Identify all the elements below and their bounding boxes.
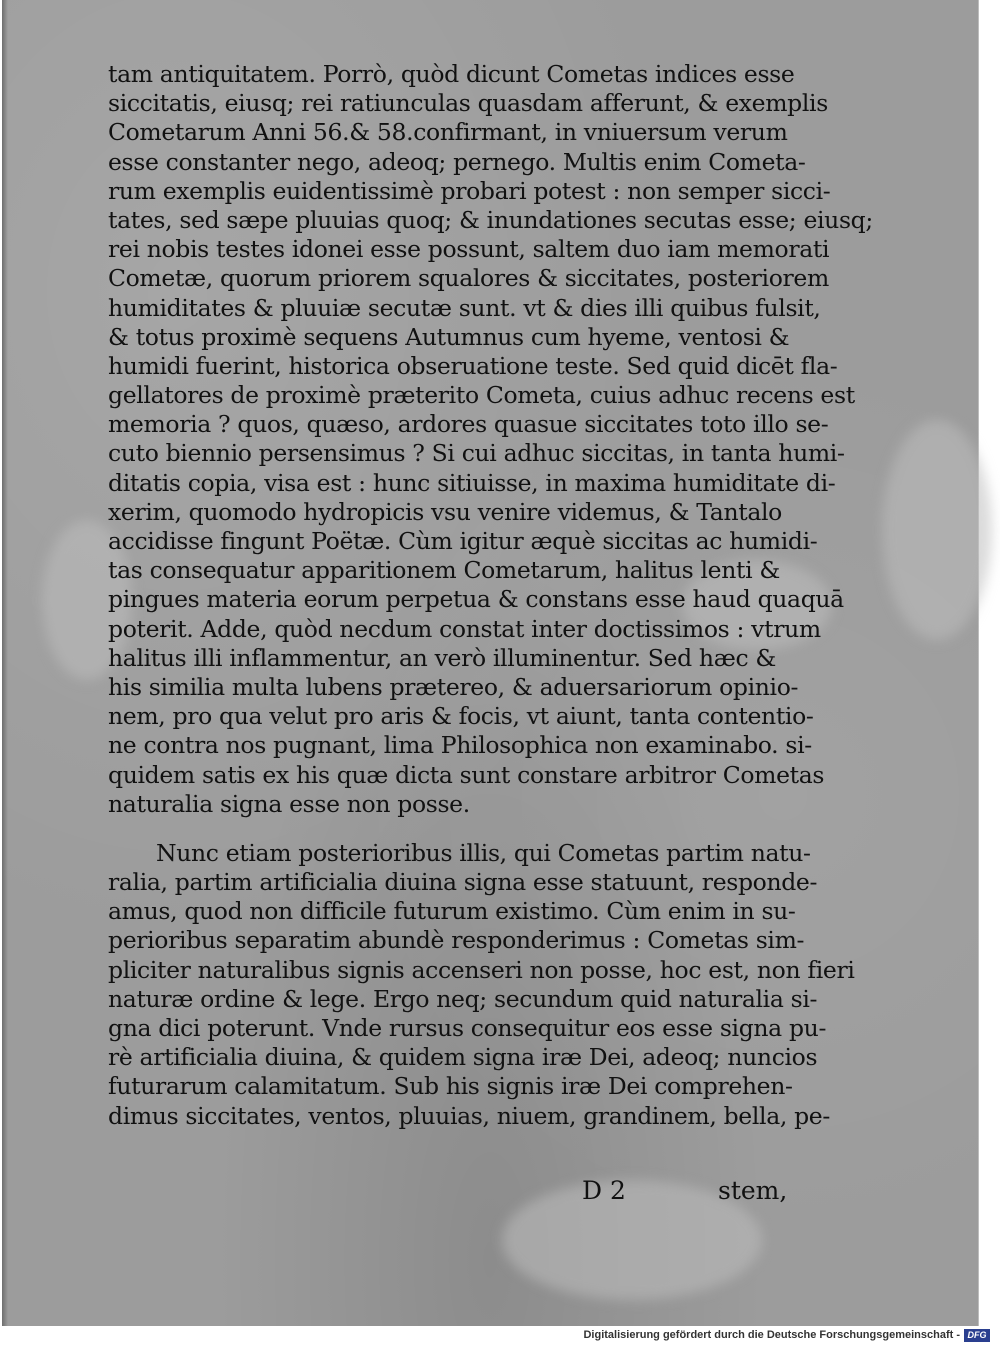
text-line: gellatores de proximè præterito Cometa, cuius adhuc recens est <box>108 381 855 410</box>
digitization-footer <box>0 1326 1000 1346</box>
text-line: futurarum calamitatum. Sub his signis iræ Dei comprehen- <box>108 1072 793 1101</box>
text-line: dimus siccitates, ventos, pluuias, niuem, grandinem, bella, pe- <box>108 1101 830 1130</box>
text-line: poterit. Adde, quòd necdum constat inter doctissimos : vtrum <box>108 614 821 643</box>
text-line: Cometæ, quorum priorem squalores & siccitates, posteriorem <box>108 264 829 293</box>
scanned-page <box>2 0 979 1326</box>
text-line: Cometarum Anni 56.& 58.confirmant, in vniuersum verum <box>108 118 788 147</box>
text-line: ditatis copia, visa est : hunc sitiuisse, in maxima humiditate di- <box>108 468 836 497</box>
text-line: Nunc etiam posterioribus illis, qui Cometas partim natu- <box>156 838 811 867</box>
text-line: pingues materia eorum perpetua & constans esse haud quaquā <box>108 585 844 614</box>
body-text <box>108 60 873 1131</box>
text-line: rum exemplis euidentissimè probari potest : non semper sicci- <box>108 176 831 205</box>
text-line: esse constanter nego, adeoq; pernego. Multis enim Cometa- <box>108 147 806 176</box>
text-line: tam antiquitatem. Porrò, quòd dicunt Cometas indices esse <box>108 60 795 88</box>
dfg-logo-icon: DFG <box>964 1329 990 1342</box>
text-line: humidi fuerint, historica obseruatione teste. Sed quid dicēt fla- <box>108 351 838 380</box>
text-line: naturæ ordine & lege. Ergo neq; secundum quid naturalia si- <box>108 984 818 1013</box>
text-line: xerim, quomodo hydropicis vsu venire videmus, & Tantalo <box>108 497 782 526</box>
paragraph-gap <box>108 819 838 839</box>
catchword: stem, <box>718 1176 788 1205</box>
text-line: siccitatis, eiusq; rei ratiunculas quasdam afferunt, & exemplis <box>108 89 828 118</box>
text-line: nem, pro qua velut pro aris & focis, vt aiunt, tanta contentio- <box>108 702 814 731</box>
water-stain <box>882 420 992 640</box>
text-line: accidisse fingunt Poëtæ. Cùm igitur æquè siccitas ac humidi- <box>108 527 818 555</box>
text-line: pliciter naturalibus signis accenseri non posse, hoc est, non fieri <box>108 955 855 984</box>
text-line: quidem satis ex his quæ dicta sunt constare arbitror Cometas <box>108 760 825 789</box>
text-line: humiditates & pluuiæ secutæ sunt. vt & dies illi quibus fulsit, <box>108 293 821 322</box>
text-line: gna dici poterunt. Vnde rursus consequitur eos esse signa pu- <box>108 1014 827 1042</box>
page-edge-shadow <box>2 0 8 1326</box>
text-line: halitus illi inflammentur, an verò illuminentur. Sed hæc & <box>108 643 776 672</box>
text-line: his similia multa lubens prætereo, & aduersariorum opinio- <box>108 672 799 701</box>
text-line: amus, quod non difficile futurum existimo. Cùm enim in su- <box>108 897 796 926</box>
text-line: perioribus separatim abundè responderimus : Cometas sim- <box>108 926 805 955</box>
text-line: rè artificialia diuina, & quidem signa iræ Dei, adeoq; nuncios <box>108 1043 818 1072</box>
text-line: tates, sed sæpe pluuias quoq; & inundationes secutas esse; eiusq; <box>108 205 873 234</box>
text-line: memoria ? quos, quæso, ardores quasue siccitates toto illo se- <box>108 410 829 439</box>
text-line: tas consequatur apparitionem Cometarum, halitus lenti & <box>108 556 780 585</box>
text-line: cuto biennio persensimus ? Si cui adhuc siccitas, in tanta humi- <box>108 439 845 468</box>
text-line: ne contra nos pugnant, lima Philosophica non examinabo. si- <box>108 731 812 760</box>
text-line: naturalia signa esse non posse. <box>108 789 470 818</box>
text-line: rei nobis testes idonei esse possunt, saltem duo iam memorati <box>108 235 830 264</box>
text-line: & totus proximè sequens Autumnus cum hyeme, ventosi & <box>108 322 790 351</box>
signature-mark: D 2 <box>582 1176 626 1205</box>
text-line: ralia, partim artificialia diuina signa esse statuunt, responde- <box>108 868 818 897</box>
funding-credit: Digitalisierung gefördert durch die Deutsche Forschungsgemeinschaft - <box>583 1329 960 1341</box>
